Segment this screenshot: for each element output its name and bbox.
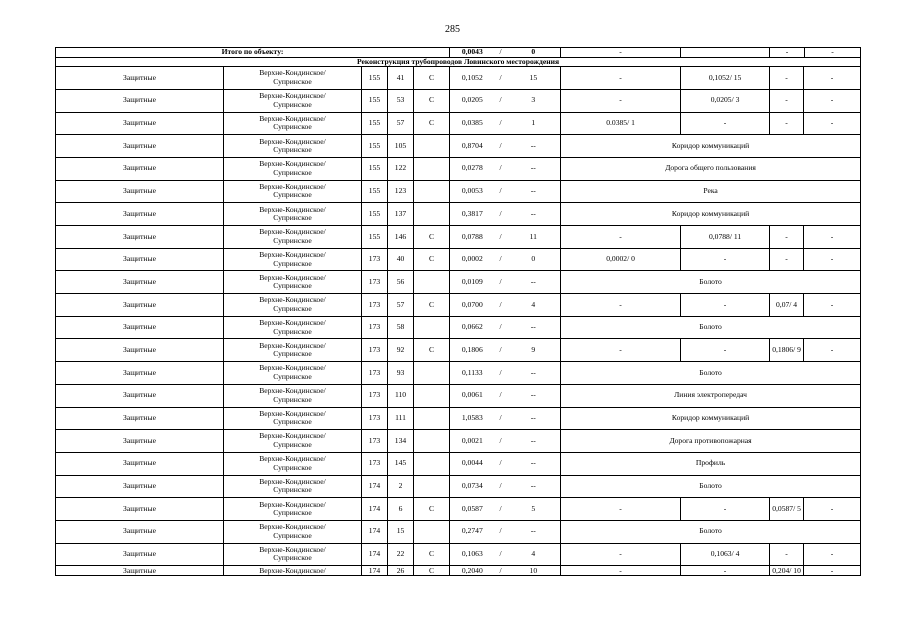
volume-col2: 0,0788/ 11 (681, 226, 770, 249)
land-use-note: Линия электропередач (561, 384, 861, 407)
quarter-number: 173 (362, 294, 388, 317)
volume-col4: - (804, 498, 861, 521)
tree-count: 9 (507, 339, 561, 362)
forestry-name: Верхне-Кондинское/ Супринское (224, 180, 362, 203)
category-code (414, 407, 450, 430)
forestry-name: Верхне-Кондинское/ Супринское (224, 226, 362, 249)
tree-count: -- (507, 384, 561, 407)
volume-col2: - (681, 498, 770, 521)
protection-category: Защитные (56, 271, 224, 294)
table-row (56, 271, 861, 294)
area-value: 0,1133 (450, 362, 495, 385)
quarter-number: 155 (362, 67, 388, 90)
plot-number: 15 (388, 520, 414, 543)
tree-count: -- (507, 452, 561, 475)
slash-separator: / (495, 452, 507, 475)
land-use-note: Болото (561, 362, 861, 385)
tree-count: 1 (507, 112, 561, 135)
tree-count: 0 (507, 248, 561, 271)
slash-separator: / (495, 157, 507, 180)
quarter-number: 173 (362, 271, 388, 294)
table-row (56, 67, 861, 90)
category-code (414, 316, 450, 339)
tree-count: 15 (507, 67, 561, 90)
protection-category: Защитные (56, 384, 224, 407)
total-label: Итого по объекту: (56, 48, 450, 58)
land-use-note: Дорога противопожарная (561, 430, 861, 453)
table-row (56, 498, 861, 521)
volume-col4: - (804, 566, 861, 576)
land-use-note: Коридор коммуникаций (561, 135, 861, 158)
total-count: 0 (507, 48, 561, 58)
protection-category: Защитные (56, 67, 224, 90)
slash-separator: / (495, 566, 507, 576)
volume-col3: - (770, 112, 804, 135)
category-code: С (414, 498, 450, 521)
quarter-number: 173 (362, 430, 388, 453)
slash-separator: / (495, 362, 507, 385)
volume-col3: 0,204/ 10 (770, 566, 804, 576)
land-use-note: Болото (561, 475, 861, 498)
table-row (56, 203, 861, 226)
volume-col3: - (770, 543, 804, 566)
quarter-number: 155 (362, 226, 388, 249)
plot-number: 105 (388, 135, 414, 158)
plot-number: 57 (388, 112, 414, 135)
category-code (414, 180, 450, 203)
area-value: 0,0021 (450, 430, 495, 453)
protection-category: Защитные (56, 112, 224, 135)
forestry-name: Верхне-Кондинское/ Супринское (224, 157, 362, 180)
volume-col4: - (804, 112, 861, 135)
area-value: 0,1063 (450, 543, 495, 566)
category-code (414, 520, 450, 543)
quarter-number: 174 (362, 543, 388, 566)
area-value: 0,0734 (450, 475, 495, 498)
protection-category: Защитные (56, 180, 224, 203)
quarter-number: 155 (362, 135, 388, 158)
table-row (56, 157, 861, 180)
plot-number: 146 (388, 226, 414, 249)
tree-count: 10 (507, 566, 561, 576)
tree-count: -- (507, 362, 561, 385)
slash-separator: / (495, 67, 507, 90)
tree-count: -- (507, 316, 561, 339)
table-row (56, 407, 861, 430)
total-slash: / (495, 48, 507, 58)
forestry-name: Верхне-Кондинское/ (224, 566, 362, 576)
total-row (56, 48, 861, 58)
category-code: С (414, 67, 450, 90)
slash-separator: / (495, 271, 507, 294)
slash-separator: / (495, 498, 507, 521)
forestry-name: Верхне-Кондинское/ Супринское (224, 248, 362, 271)
protection-category: Защитные (56, 430, 224, 453)
forestry-name: Верхне-Кондинское/ Супринское (224, 384, 362, 407)
forestry-name: Верхне-Кондинское/ Супринское (224, 498, 362, 521)
area-value: 0,2040 (450, 566, 495, 576)
area-value: 0,2747 (450, 520, 495, 543)
protection-category: Защитные (56, 157, 224, 180)
area-value: 0,0205 (450, 89, 495, 112)
volume-col2: 0,1052/ 15 (681, 67, 770, 90)
forestry-name: Верхне-Кондинское/ Супринское (224, 135, 362, 158)
table-row (56, 135, 861, 158)
table-row (56, 430, 861, 453)
land-use-note: Болото (561, 271, 861, 294)
forestry-name: Верхне-Кондинское/ Супринское (224, 294, 362, 317)
volume-col2: - (681, 112, 770, 135)
quarter-number: 173 (362, 316, 388, 339)
table-row (56, 112, 861, 135)
volume-col1: - (561, 566, 681, 576)
plot-number: 26 (388, 566, 414, 576)
area-value: 0,0587 (450, 498, 495, 521)
plot-number: 111 (388, 407, 414, 430)
volume-col4: - (804, 294, 861, 317)
table-row (56, 362, 861, 385)
slash-separator: / (495, 248, 507, 271)
volume-col3: 0,0587/ 5 (770, 498, 804, 521)
category-code: С (414, 248, 450, 271)
category-code: С (414, 112, 450, 135)
volume-col2: - (681, 566, 770, 576)
quarter-number: 174 (362, 475, 388, 498)
volume-col3: 0,1806/ 9 (770, 339, 804, 362)
slash-separator: / (495, 294, 507, 317)
protection-category: Защитные (56, 135, 224, 158)
protection-category: Защитные (56, 339, 224, 362)
plot-number: 53 (388, 89, 414, 112)
category-code: С (414, 339, 450, 362)
plot-number: 110 (388, 384, 414, 407)
quarter-number: 174 (362, 566, 388, 576)
land-use-note: Коридор коммуникаций (561, 203, 861, 226)
category-code (414, 475, 450, 498)
area-value: 0,0278 (450, 157, 495, 180)
plot-number: 58 (388, 316, 414, 339)
tree-count: -- (507, 271, 561, 294)
forestry-name: Верхне-Кондинское/ Супринское (224, 112, 362, 135)
category-code (414, 135, 450, 158)
volume-col2: - (681, 294, 770, 317)
forestry-name: Верхне-Кондинское/ Супринское (224, 452, 362, 475)
category-code: С (414, 543, 450, 566)
land-use-note: Река (561, 180, 861, 203)
volume-col2: 0,0205/ 3 (681, 89, 770, 112)
forestry-name: Верхне-Кондинское/ Супринское (224, 430, 362, 453)
protection-category: Защитные (56, 566, 224, 576)
table-row (56, 89, 861, 112)
slash-separator: / (495, 543, 507, 566)
quarter-number: 173 (362, 339, 388, 362)
forestry-name: Верхне-Кондинское/ Супринское (224, 362, 362, 385)
tree-count: -- (507, 475, 561, 498)
section-title: Реконструкция трубопроводов Ловинского месторождения (56, 57, 861, 67)
quarter-number: 155 (362, 89, 388, 112)
volume-col2: - (681, 339, 770, 362)
area-value: 0,0109 (450, 271, 495, 294)
protection-category: Защитные (56, 248, 224, 271)
protection-category: Защитные (56, 498, 224, 521)
tree-count: -- (507, 407, 561, 430)
table-row (56, 226, 861, 249)
area-value: 1,0583 (450, 407, 495, 430)
volume-col3: - (770, 89, 804, 112)
slash-separator: / (495, 316, 507, 339)
slash-separator: / (495, 135, 507, 158)
plot-number: 92 (388, 339, 414, 362)
plot-number: 134 (388, 430, 414, 453)
volume-col2: - (681, 248, 770, 271)
slash-separator: / (495, 430, 507, 453)
area-value: 0,0700 (450, 294, 495, 317)
slash-separator: / (495, 203, 507, 226)
section-row (56, 57, 861, 67)
volume-col1: - (561, 89, 681, 112)
volume-col3: - (770, 67, 804, 90)
volume-col4: - (804, 89, 861, 112)
forestry-name: Верхне-Кондинское/ Супринское (224, 271, 362, 294)
tree-count: 3 (507, 89, 561, 112)
area-value: 0,0788 (450, 226, 495, 249)
table-row (56, 520, 861, 543)
slash-separator: / (495, 89, 507, 112)
protection-category: Защитные (56, 294, 224, 317)
protection-category: Защитные (56, 452, 224, 475)
table-row (56, 248, 861, 271)
forestry-name: Верхне-Кондинское/ Супринское (224, 475, 362, 498)
tree-count: -- (507, 157, 561, 180)
plot-number: 56 (388, 271, 414, 294)
slash-separator: / (495, 475, 507, 498)
quarter-number: 174 (362, 520, 388, 543)
category-code (414, 452, 450, 475)
table-row (56, 452, 861, 475)
volume-col4: - (804, 67, 861, 90)
page-number: 285 (445, 24, 460, 35)
forestry-name: Верхне-Кондинское/ Супринское (224, 407, 362, 430)
plot-number: 93 (388, 362, 414, 385)
slash-separator: / (495, 384, 507, 407)
volume-col4: - (804, 248, 861, 271)
quarter-number: 173 (362, 407, 388, 430)
volume-col1: - (561, 294, 681, 317)
protection-category: Защитные (56, 543, 224, 566)
category-code (414, 157, 450, 180)
plot-number: 145 (388, 452, 414, 475)
category-code (414, 430, 450, 453)
protection-category: Защитные (56, 203, 224, 226)
table-row (56, 294, 861, 317)
tree-count: -- (507, 180, 561, 203)
area-value: 0,0061 (450, 384, 495, 407)
area-value: 0,0002 (450, 248, 495, 271)
land-use-note: Болото (561, 520, 861, 543)
quarter-number: 174 (362, 498, 388, 521)
slash-separator: / (495, 226, 507, 249)
quarter-number: 155 (362, 203, 388, 226)
plot-number: 22 (388, 543, 414, 566)
plot-number: 137 (388, 203, 414, 226)
quarter-number: 173 (362, 248, 388, 271)
category-code (414, 384, 450, 407)
forestry-name: Верхне-Кондинское/ Супринское (224, 339, 362, 362)
table-row (56, 543, 861, 566)
category-code: С (414, 89, 450, 112)
protection-category: Защитные (56, 89, 224, 112)
plot-number: 2 (388, 475, 414, 498)
total-col3: - (770, 48, 805, 57)
quarter-number: 173 (362, 452, 388, 475)
category-code: С (414, 566, 450, 576)
volume-col4: - (804, 226, 861, 249)
area-value: 0,0053 (450, 180, 495, 203)
area-value: 0,3817 (450, 203, 495, 226)
volume-col1: - (561, 67, 681, 90)
forestry-name: Верхне-Кондинское/ Супринское (224, 67, 362, 90)
volume-col3: - (770, 226, 804, 249)
land-use-note: Профиль (561, 452, 861, 475)
total-area: 0,0043 (450, 48, 495, 58)
plot-number: 57 (388, 294, 414, 317)
protection-category: Защитные (56, 316, 224, 339)
tree-count: -- (507, 430, 561, 453)
quarter-number: 155 (362, 157, 388, 180)
quarter-number: 173 (362, 362, 388, 385)
table-row (56, 339, 861, 362)
tree-count: -- (507, 520, 561, 543)
volume-col1: - (561, 339, 681, 362)
volume-col3: 0,07/ 4 (770, 294, 804, 317)
protection-category: Защитные (56, 475, 224, 498)
volume-col1: - (561, 226, 681, 249)
tree-count: 4 (507, 543, 561, 566)
area-value: 0,0385 (450, 112, 495, 135)
table-row (56, 180, 861, 203)
category-code (414, 362, 450, 385)
category-code: С (414, 226, 450, 249)
protection-category: Защитные (56, 226, 224, 249)
volume-col1: - (561, 543, 681, 566)
protection-category: Защитные (56, 362, 224, 385)
plot-number: 40 (388, 248, 414, 271)
tree-count: 4 (507, 294, 561, 317)
forest-plots-table (55, 47, 861, 576)
category-code (414, 271, 450, 294)
plot-number: 41 (388, 67, 414, 90)
table-row (56, 475, 861, 498)
category-code: С (414, 294, 450, 317)
quarter-number: 155 (362, 112, 388, 135)
area-value: 0,1052 (450, 67, 495, 90)
volume-col1: 0.0385/ 1 (561, 112, 681, 135)
quarter-number: 155 (362, 180, 388, 203)
tree-count: 11 (507, 226, 561, 249)
volume-col1: 0,0002/ 0 (561, 248, 681, 271)
protection-category: Защитные (56, 520, 224, 543)
total-col1: - (561, 48, 681, 58)
tree-count: -- (507, 203, 561, 226)
volume-col1: - (561, 498, 681, 521)
volume-col4: - (804, 339, 861, 362)
table-row (56, 566, 861, 576)
tree-count: 5 (507, 498, 561, 521)
slash-separator: / (495, 407, 507, 430)
plot-number: 122 (388, 157, 414, 180)
volume-col4: - (804, 543, 861, 566)
slash-separator: / (495, 520, 507, 543)
forestry-name: Верхне-Кондинское/ Супринское (224, 203, 362, 226)
volume-col2: 0,1063/ 4 (681, 543, 770, 566)
plot-number: 123 (388, 180, 414, 203)
plot-number: 6 (388, 498, 414, 521)
volume-col3: - (770, 248, 804, 271)
area-value: 0,0044 (450, 452, 495, 475)
tree-count: -- (507, 135, 561, 158)
slash-separator: / (495, 112, 507, 135)
land-use-note: Коридор коммуникаций (561, 407, 861, 430)
total-col4: - (831, 48, 834, 56)
land-use-note: Дорога общего пользования (561, 157, 861, 180)
slash-separator: / (495, 339, 507, 362)
table-row (56, 384, 861, 407)
forestry-name: Верхне-Кондинское/ Супринское (224, 316, 362, 339)
protection-category: Защитные (56, 407, 224, 430)
area-value: 0,1806 (450, 339, 495, 362)
area-value: 0,8704 (450, 135, 495, 158)
area-value: 0,0662 (450, 316, 495, 339)
table-row (56, 316, 861, 339)
quarter-number: 173 (362, 384, 388, 407)
forestry-name: Верхне-Кондинское/ Супринское (224, 520, 362, 543)
total-col2 (681, 48, 770, 58)
land-use-note: Болото (561, 316, 861, 339)
forestry-name: Верхне-Кондинское/ Супринское (224, 89, 362, 112)
slash-separator: / (495, 180, 507, 203)
forestry-name: Верхне-Кондинское/ Супринское (224, 543, 362, 566)
category-code (414, 203, 450, 226)
